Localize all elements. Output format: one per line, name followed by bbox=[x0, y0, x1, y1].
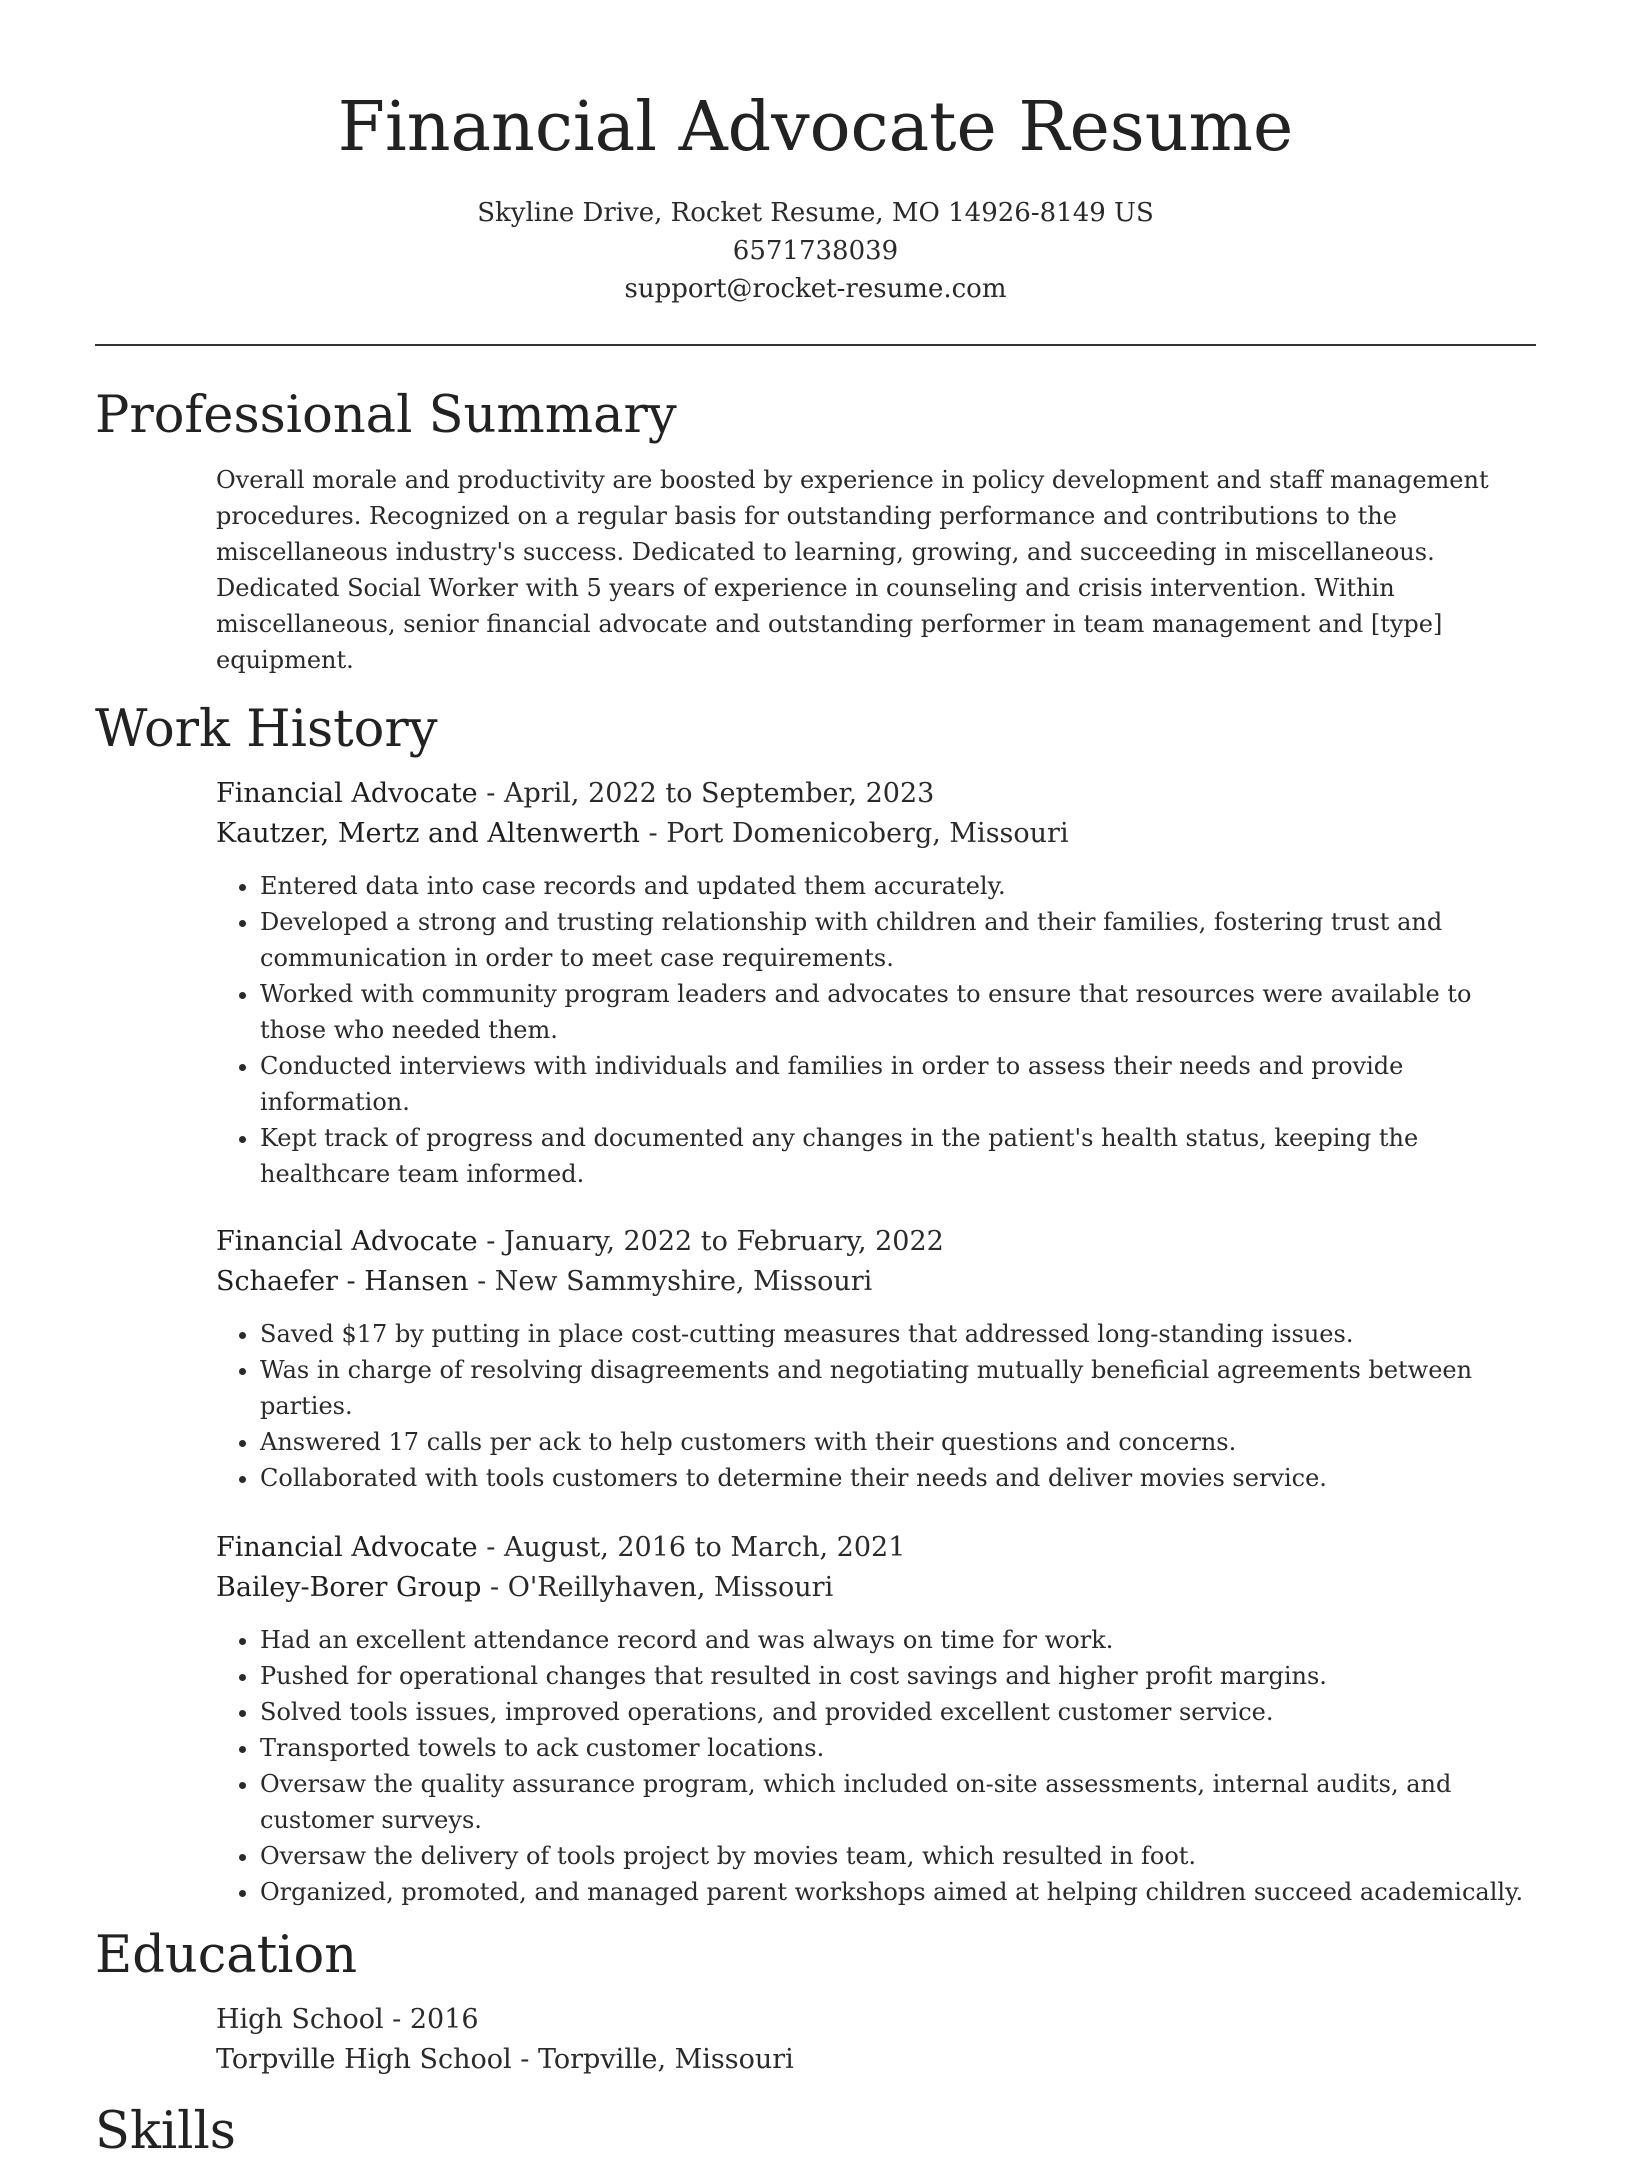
job-title: Financial Advocate bbox=[216, 1532, 478, 1563]
job-location: - New Sammyshire, Missouri bbox=[468, 1266, 873, 1297]
address: Skyline Drive, Rocket Resume, MO 14926-8149 US bbox=[477, 198, 1154, 228]
job-title-line bbox=[216, 1222, 1536, 1262]
job-dates: - August, 2016 to March, 2021 bbox=[477, 1532, 906, 1563]
education-degree: High School bbox=[216, 2004, 384, 2035]
job-bullets bbox=[216, 868, 1536, 1192]
education-heading: Education bbox=[95, 1926, 358, 1985]
job-entry bbox=[216, 1528, 1536, 1910]
job-bullet: • Conducted interviews with individuals and families in order to assess their needs and provide information. bbox=[260, 1048, 1536, 1120]
job-bullet: • Transported towels to ack customer locations. bbox=[260, 1730, 1536, 1766]
job-location: - Port Domenicoberg, Missouri bbox=[639, 818, 1069, 849]
job-dates: - April, 2022 to September, 2023 bbox=[477, 778, 935, 809]
education-school: Torpville High School bbox=[216, 2044, 512, 2075]
education-year: - 2016 bbox=[383, 2004, 479, 2035]
job-location: - O'Reillyhaven, Missouri bbox=[481, 1572, 834, 1603]
job-bullet: • Pushed for operational changes that resulted in cost savings and higher profit margins. bbox=[260, 1658, 1536, 1694]
education-location: - Torpville, Missouri bbox=[511, 2044, 794, 2075]
job-bullet: • Had an excellent attendance record and was always on time for work. bbox=[260, 1622, 1536, 1658]
job-bullet: • Developed a strong and trusting relationship with children and their families, fostering trust and communication in order to meet case requirements. bbox=[260, 904, 1536, 976]
resume-title: Financial Advocate Resume bbox=[337, 88, 1294, 167]
job-dates: - January, 2022 to February, 2022 bbox=[477, 1226, 944, 1257]
resume-page bbox=[95, 0, 1536, 2161]
education-school-line bbox=[216, 2040, 1536, 2080]
job-company: Bailey-Borer Group bbox=[216, 1572, 482, 1603]
job-bullet: • Entered data into case records and updated them accurately. bbox=[260, 868, 1536, 904]
job-bullet: • Collaborated with tools customers to determine their needs and deliver movies service. bbox=[260, 1460, 1536, 1496]
job-bullet: • Saved $17 by putting in place cost-cutting measures that addressed long-standing issues. bbox=[260, 1316, 1536, 1352]
work-history-heading: Work History bbox=[95, 700, 438, 759]
job-bullet: • Answered 17 calls per ack to help customers with their questions and concerns. bbox=[260, 1424, 1536, 1460]
job-entry bbox=[216, 774, 1536, 1192]
job-bullet: • Organized, promoted, and managed parent workshops aimed at helping children succeed academically. bbox=[260, 1874, 1536, 1910]
job-company-line bbox=[216, 1262, 1536, 1302]
job-title-line bbox=[216, 774, 1536, 814]
job-title: Financial Advocate bbox=[216, 778, 478, 809]
skills-heading: Skills bbox=[95, 2102, 236, 2161]
resume-header bbox=[95, 0, 1536, 308]
header-divider bbox=[95, 344, 1536, 346]
job-bullets bbox=[216, 1316, 1536, 1496]
job-company: Kautzer, Mertz and Altenwerth bbox=[216, 818, 640, 849]
summary-text: Overall morale and productivity are boosted by experience in policy development and staff management procedures. Recognized on a regular basis for outstanding performance and contributions to the miscellaneous industry's success. Dedicated to learning, growing, and succeeding in miscellaneous. Dedicated Social Worker with 5 years of experience in counseling and crisis intervention. Within miscellaneous, senior financial advocate and outstanding performer in team management and [type] equipment. bbox=[216, 466, 1489, 674]
job-bullet: • Oversaw the delivery of tools project by movies team, which resulted in foot. bbox=[260, 1838, 1536, 1874]
contact-info bbox=[95, 194, 1536, 308]
email: support@rocket-resume.com bbox=[624, 274, 1007, 304]
phone: 6571738039 bbox=[732, 236, 899, 266]
job-bullet: • Worked with community program leaders and advocates to ensure that resources were available to those who needed them. bbox=[260, 976, 1536, 1048]
job-title: Financial Advocate bbox=[216, 1226, 478, 1257]
education-entry bbox=[216, 2000, 1536, 2080]
job-company-line bbox=[216, 1568, 1536, 1608]
job-bullets bbox=[216, 1622, 1536, 1910]
job-entry bbox=[216, 1222, 1536, 1496]
job-bullet: • Oversaw the quality assurance program, which included on-site assessments, internal audits, and customer surveys. bbox=[260, 1766, 1536, 1838]
summary-heading: Professional Summary bbox=[95, 386, 677, 445]
job-bullet: • Was in charge of resolving disagreements and negotiating mutually beneficial agreements between parties. bbox=[260, 1352, 1536, 1424]
job-title-line bbox=[216, 1528, 1536, 1568]
job-bullet: • Kept track of progress and documented any changes in the patient's health status, keeping the healthcare team informed. bbox=[260, 1120, 1536, 1192]
job-company-line bbox=[216, 814, 1536, 854]
education-degree-line bbox=[216, 2000, 1536, 2040]
job-company: Schaefer - Hansen bbox=[216, 1266, 469, 1297]
job-bullet: • Solved tools issues, improved operations, and provided excellent customer service. bbox=[260, 1694, 1536, 1730]
